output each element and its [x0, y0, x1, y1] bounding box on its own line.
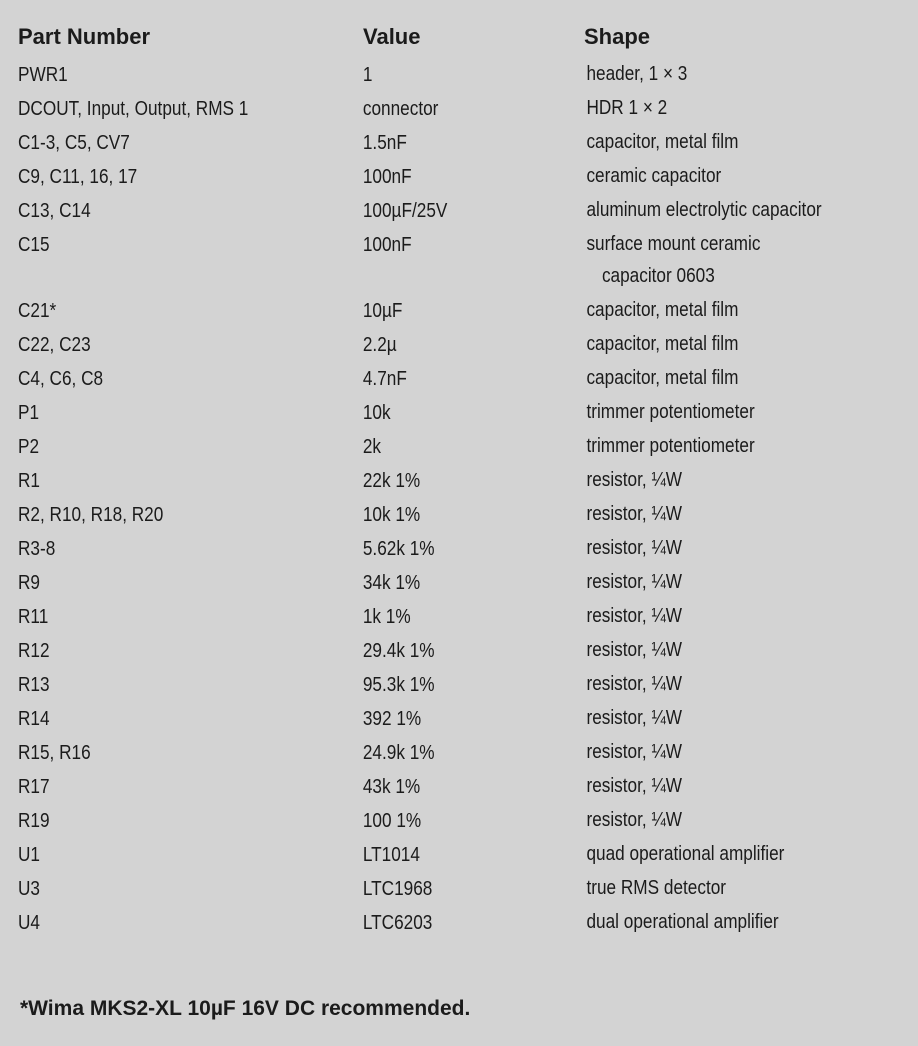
table-row	[18, 294, 904, 328]
table-row	[18, 770, 904, 804]
shape-text: trimmer potentiometer	[586, 401, 755, 423]
table-row	[18, 634, 904, 668]
shape-text: true RMS detector	[586, 877, 727, 899]
part-number-cell: C9, C11, 16, 17	[18, 166, 138, 188]
value-cell: 24.9k 1%	[362, 742, 435, 764]
part-number-cell: U3	[18, 878, 40, 900]
part-number-cell: R17	[18, 776, 50, 798]
shape-text: resistor, ¼W	[586, 537, 683, 559]
parts-table	[18, 20, 908, 940]
value-cell: 100 1%	[362, 810, 422, 832]
table-row	[18, 872, 904, 906]
part-number-cell: C13, C14	[18, 200, 91, 222]
part-number-cell: C22, C23	[18, 334, 91, 356]
value-cell: connector	[362, 98, 439, 120]
shape-text: header, 1 × 3	[586, 63, 688, 85]
shape-cell	[586, 838, 784, 870]
table-row	[18, 228, 904, 294]
shape-text-continued: capacitor 0603	[601, 265, 715, 287]
value-cell: 95.3k 1%	[362, 674, 435, 696]
shape-text: resistor, ¼W	[586, 673, 683, 695]
table-row	[18, 126, 904, 160]
shape-cell	[586, 58, 687, 90]
shape-text: capacitor, metal film	[586, 367, 739, 389]
table-row	[18, 736, 904, 770]
part-number-cell: C15	[18, 234, 50, 256]
part-number-cell: C4, C6, C8	[18, 368, 104, 390]
table-row	[18, 906, 904, 940]
shape-cell	[586, 430, 754, 462]
shape-text: HDR 1 × 2	[586, 97, 668, 119]
value-cell: 43k 1%	[362, 776, 421, 798]
value-cell: 5.62k 1%	[362, 538, 435, 560]
part-number-cell: C21*	[18, 300, 57, 322]
part-number-cell: C1-3, C5, CV7	[18, 132, 130, 154]
shape-text: resistor, ¼W	[586, 605, 683, 627]
table-row	[18, 396, 904, 430]
shape-text: resistor, ¼W	[586, 639, 683, 661]
table-row	[18, 838, 904, 872]
part-number-cell: R13	[18, 674, 50, 696]
header-shape: Shape	[584, 24, 651, 49]
value-cell: 29.4k 1%	[362, 640, 435, 662]
table-row	[18, 58, 904, 92]
value-cell: 22k 1%	[362, 470, 421, 492]
part-number-cell: R2, R10, R18, R20	[18, 504, 164, 526]
shape-text: resistor, ¼W	[586, 503, 683, 525]
part-number-cell: U4	[18, 912, 40, 934]
shape-cell	[586, 702, 682, 734]
table-row	[18, 92, 904, 126]
shape-text: capacitor, metal film	[586, 131, 739, 153]
header-part-number: Part Number	[18, 24, 151, 49]
value-cell: 10k 1%	[362, 504, 421, 526]
value-cell: 1	[362, 64, 373, 86]
shape-cell	[586, 92, 667, 124]
shape-cell	[586, 396, 754, 428]
table-row	[18, 668, 904, 702]
shape-cell	[586, 906, 778, 938]
value-cell: 100nF	[362, 166, 412, 188]
value-cell: 100µF/25V	[362, 200, 448, 222]
part-number-cell: R3-8	[18, 538, 56, 560]
table-row	[18, 430, 904, 464]
value-cell: 4.7nF	[362, 368, 407, 390]
table-row	[18, 160, 904, 194]
shape-cell	[586, 228, 760, 292]
shape-cell	[586, 498, 682, 530]
table-row	[18, 804, 904, 838]
value-cell: LT1014	[362, 844, 420, 866]
shape-text: resistor, ¼W	[586, 809, 683, 831]
part-number-cell: DCOUT, Input, Output, RMS 1	[18, 98, 249, 120]
part-number-cell: U1	[18, 844, 40, 866]
shape-text: capacitor, metal film	[586, 333, 739, 355]
part-number-cell: R9	[18, 572, 40, 594]
shape-cell	[586, 328, 738, 360]
shape-cell	[586, 532, 682, 564]
shape-cell	[586, 294, 738, 326]
table-row	[18, 362, 904, 396]
table-row	[18, 328, 904, 362]
value-cell: 100nF	[362, 234, 412, 256]
table-row	[18, 194, 904, 228]
value-cell: LTC1968	[362, 878, 433, 900]
table-row	[18, 600, 904, 634]
shape-text: quad operational amplifier	[586, 843, 785, 865]
table-header-row	[18, 20, 908, 56]
shape-cell	[586, 668, 682, 700]
value-cell: 10k	[362, 402, 391, 424]
table-row	[18, 702, 904, 736]
table-row	[18, 498, 904, 532]
shape-text: aluminum electrolytic capacitor	[586, 199, 822, 221]
part-number-cell: P1	[18, 402, 40, 424]
part-number-cell: PWR1	[18, 64, 68, 86]
shape-text: ceramic capacitor	[586, 165, 722, 187]
part-number-cell: R19	[18, 810, 50, 832]
shape-cell	[586, 566, 682, 598]
part-number-cell: R12	[18, 640, 50, 662]
table-row	[18, 566, 904, 600]
part-number-cell: R15, R16	[18, 742, 91, 764]
shape-cell	[586, 600, 682, 632]
value-cell: 34k 1%	[362, 572, 421, 594]
table-row	[18, 532, 904, 566]
shape-cell	[586, 126, 738, 158]
shape-cell	[586, 194, 821, 226]
shape-text: surface mount ceramic	[586, 233, 761, 255]
shape-cell	[586, 160, 721, 192]
value-cell: 10µF	[362, 300, 403, 322]
table-body	[18, 58, 908, 940]
shape-cell	[586, 362, 738, 394]
value-cell: LTC6203	[362, 912, 433, 934]
shape-cell	[586, 736, 682, 768]
shape-cell	[586, 634, 682, 666]
part-number-cell: R14	[18, 708, 50, 730]
value-cell: 392 1%	[362, 708, 422, 730]
value-cell: 1.5nF	[362, 132, 407, 154]
shape-cell	[586, 804, 682, 836]
value-cell: 2.2µ	[362, 334, 397, 356]
shape-text: resistor, ¼W	[586, 469, 683, 491]
footnote: *Wima MKS2-XL 10µF 16V DC recommended.	[20, 997, 471, 1020]
shape-text: resistor, ¼W	[586, 741, 683, 763]
shape-text: dual operational amplifier	[586, 911, 779, 933]
shape-text: resistor, ¼W	[586, 775, 683, 797]
shape-cell	[586, 770, 682, 802]
part-number-cell: R11	[18, 606, 49, 628]
value-cell: 2k	[362, 436, 382, 458]
shape-text: resistor, ¼W	[586, 571, 683, 593]
shape-text: capacitor, metal film	[586, 299, 739, 321]
part-number-cell: R1	[18, 470, 40, 492]
shape-text: trimmer potentiometer	[586, 435, 755, 457]
part-number-cell: P2	[18, 436, 40, 458]
value-cell: 1k 1%	[362, 606, 411, 628]
table-row	[18, 464, 904, 498]
shape-cell	[586, 464, 682, 496]
shape-cell	[586, 872, 726, 904]
header-value: Value	[363, 24, 421, 49]
shape-text: resistor, ¼W	[586, 707, 683, 729]
